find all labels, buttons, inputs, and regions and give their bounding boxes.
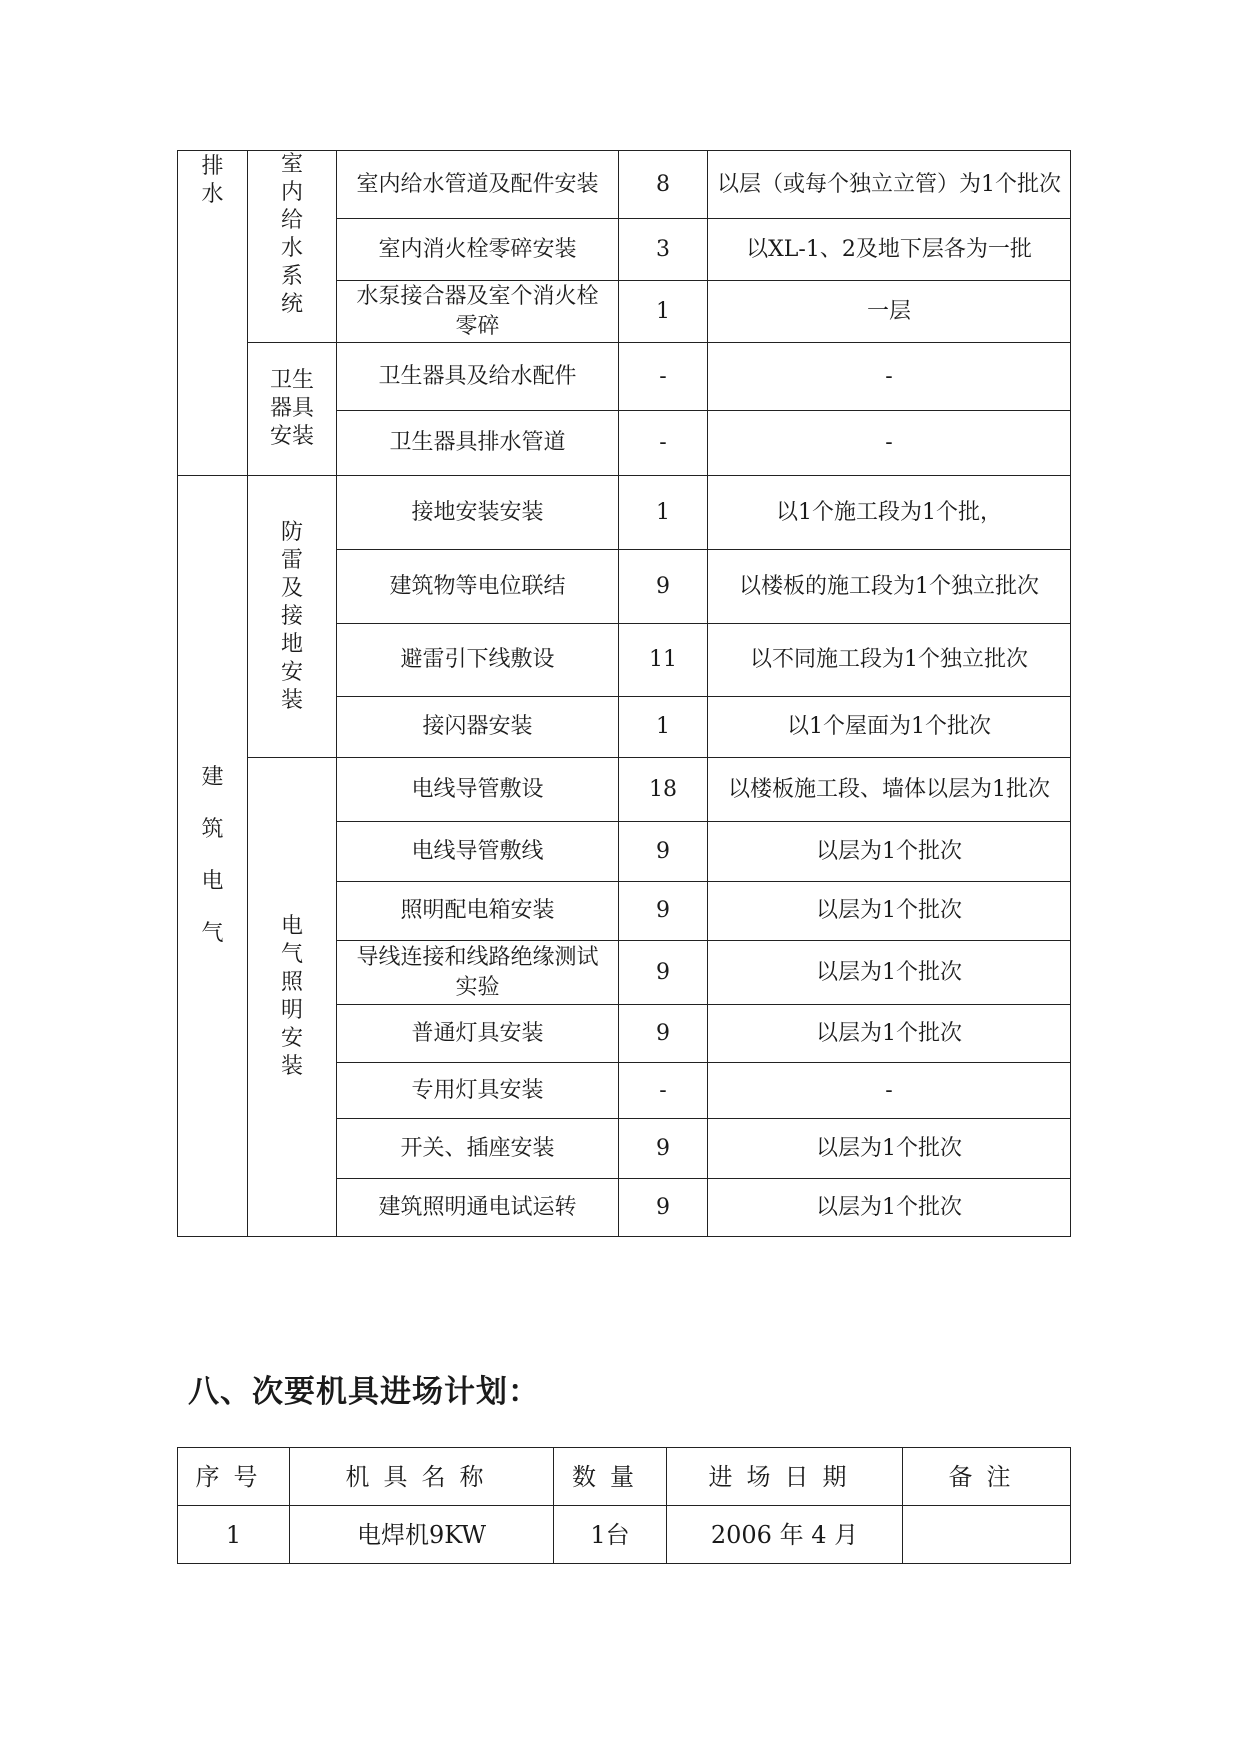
note-cell: 以层为1个批次	[708, 882, 1071, 941]
table-cell: 电焊机9KW	[290, 1506, 554, 1564]
count-cell: -	[619, 1063, 708, 1119]
note-cell: 以层为1个批次	[708, 822, 1071, 882]
column-header: 序号	[178, 1448, 290, 1506]
column-header: 备注	[903, 1448, 1071, 1506]
note-cell: 一层	[708, 281, 1071, 343]
note-cell: 以楼板的施工段为1个独立批次	[708, 550, 1071, 624]
item-cell: 专用灯具安装	[337, 1063, 619, 1119]
count-cell: -	[619, 343, 708, 411]
column-header: 进场日期	[667, 1448, 903, 1506]
item-cell: 避雷引下线敷设	[337, 624, 619, 697]
item-cell: 照明配电箱安装	[337, 882, 619, 941]
note-cell: 以层为1个批次	[708, 1179, 1071, 1237]
item-cell: 室内消火栓零碎安装	[337, 219, 619, 281]
table-row	[178, 758, 1071, 822]
count-cell: 9	[619, 550, 708, 624]
item-cell: 接地安装安装	[337, 476, 619, 550]
column-header: 数量	[554, 1448, 667, 1506]
note-cell: -	[708, 343, 1071, 411]
count-cell: 11	[619, 624, 708, 697]
note-cell: 以不同施工段为1个独立批次	[708, 624, 1071, 697]
item-cell: 导线连接和线路绝缘测试实验	[337, 941, 619, 1005]
note-cell: 以1个屋面为1个批次	[708, 697, 1071, 758]
note-cell: 以楼板施工段、墙体以层为1批次	[708, 758, 1071, 822]
table-cell	[903, 1506, 1071, 1564]
count-cell: 1	[619, 697, 708, 758]
item-cell: 接闪器安装	[337, 697, 619, 758]
item-cell: 电线导管敷设	[337, 758, 619, 822]
count-cell: 1	[619, 281, 708, 343]
count-cell: 9	[619, 1179, 708, 1237]
table-cell: 1台	[554, 1506, 667, 1564]
count-cell: 1	[619, 476, 708, 550]
note-cell: 以层为1个批次	[708, 1005, 1071, 1063]
count-cell: 9	[619, 822, 708, 882]
subgroup-cell: 防雷及接地安装	[248, 476, 337, 758]
item-cell: 开关、插座安装	[337, 1119, 619, 1179]
item-cell: 室内给水管道及配件安装	[337, 151, 619, 219]
note-cell: -	[708, 411, 1071, 476]
item-cell: 电线导管敷线	[337, 822, 619, 882]
table-cell: 2006 年 4 月	[667, 1506, 903, 1564]
note-cell: 以层为1个批次	[708, 941, 1071, 1005]
subgroup-cell: 卫生器具安装	[248, 343, 337, 476]
column-header: 机具名称	[290, 1448, 554, 1506]
item-cell: 卫生器具及给水配件	[337, 343, 619, 411]
count-cell: 9	[619, 882, 708, 941]
subgroup-cell: 电气照明安装	[248, 758, 337, 1237]
item-cell: 建筑照明通电试运转	[337, 1179, 619, 1237]
table-cell: 1	[178, 1506, 290, 1564]
item-cell: 卫生器具排水管道	[337, 411, 619, 476]
note-cell: 以XL-1、2及地下层各为一批	[708, 219, 1071, 281]
subgroup-cell: 室内给水系统	[248, 151, 337, 343]
group-cell: 建筑电气	[178, 476, 248, 1237]
note-cell: -	[708, 1063, 1071, 1119]
count-cell: 9	[619, 941, 708, 1005]
group-cell: 排水	[178, 151, 248, 476]
table-header-row	[178, 1448, 1071, 1506]
table-row	[178, 151, 1071, 219]
note-cell: 以层（或每个独立立管）为1个批次	[708, 151, 1071, 219]
count-cell: 3	[619, 219, 708, 281]
note-cell: 以层为1个批次	[708, 1119, 1071, 1179]
table-row	[178, 343, 1071, 411]
count-cell: -	[619, 411, 708, 476]
item-cell: 普通灯具安装	[337, 1005, 619, 1063]
section-heading: 八、次要机具进场计划：	[188, 1374, 540, 1410]
item-cell: 水泵接合器及室个消火栓零碎	[337, 281, 619, 343]
count-cell: 9	[619, 1005, 708, 1063]
note-cell: 以1个施工段为1个批，	[708, 476, 1071, 550]
count-cell: 8	[619, 151, 708, 219]
equipment-entry-plan-table	[177, 1447, 1071, 1564]
construction-batch-table	[177, 150, 1071, 1237]
table-row	[178, 476, 1071, 550]
count-cell: 18	[619, 758, 708, 822]
item-cell: 建筑物等电位联结	[337, 550, 619, 624]
table-row	[178, 1506, 1071, 1564]
count-cell: 9	[619, 1119, 708, 1179]
